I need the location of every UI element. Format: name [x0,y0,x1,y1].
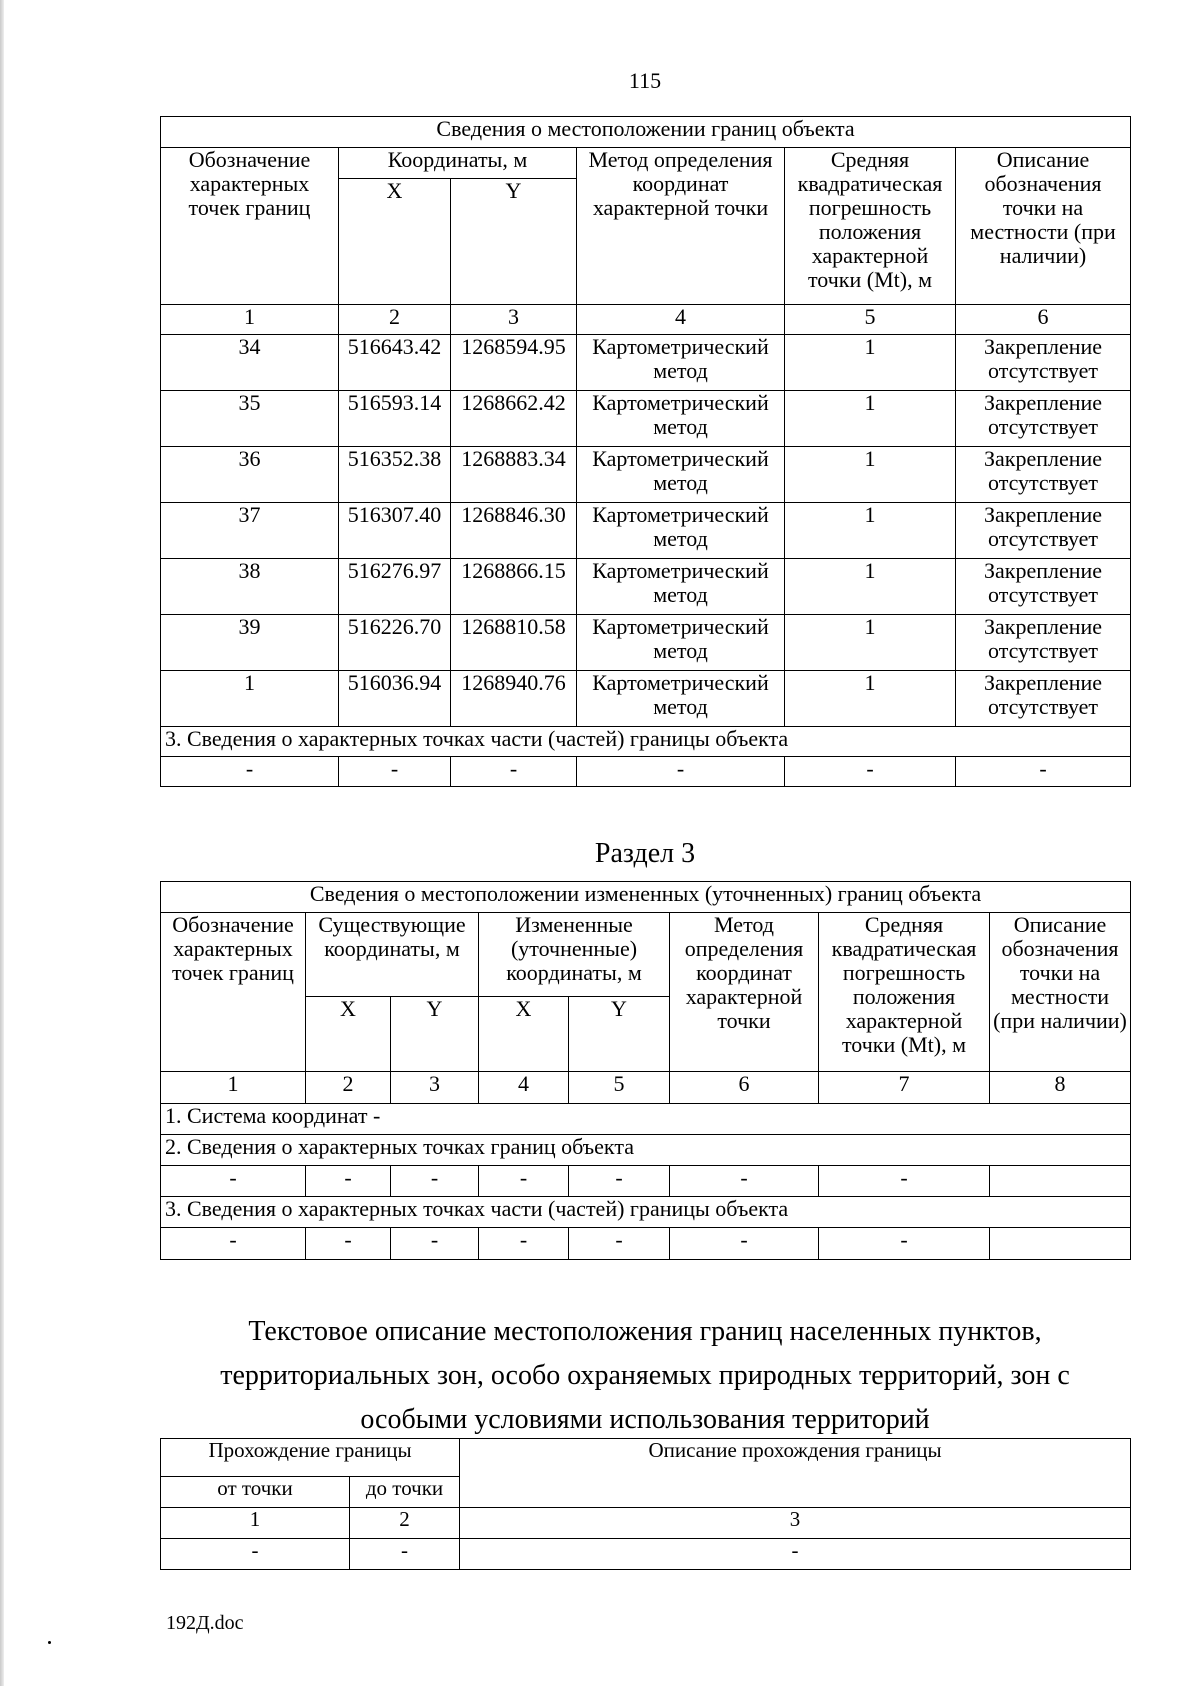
cell-empty: - [479,1228,569,1260]
header-method: Метод определения координат характерной точки [670,913,819,1072]
cell-x: 516307.40 [339,503,451,559]
table-caption: Сведения о местоположении измененных (уточненных) границ объекта [161,882,1131,913]
header-accuracy: Средняя квадратическая погрешность положения характерной точки (Мt), м [819,913,990,1072]
text-description-title: Текстовое описание местоположения границ населенных пунктов, территориальных зон, особо охраняемых природных территорий, зон с особыми условиями использования территорий [220,1316,1070,1435]
header-x: X [339,179,451,305]
cell-point: 37 [161,503,339,559]
column-number: 2 [339,305,451,335]
table-row [161,391,1131,447]
part-points-heading: 3. Сведения о характерных точках части (частей) границы объекта [161,1197,1131,1228]
cell-description: Закрепление отсутствует [956,671,1131,727]
cell-empty [990,1228,1131,1260]
header-to-point: до точки [350,1477,460,1508]
cell-description: Закрепление отсутствует [956,615,1131,671]
column-number: 1 [161,305,339,335]
cell-empty [990,1166,1131,1197]
table-row [161,559,1131,615]
cell-empty: - [451,757,577,787]
column-number: 2 [306,1072,391,1104]
column-number: 6 [670,1072,819,1104]
coordinate-system-heading: 1. Система координат - [161,1104,1131,1135]
cell-x: 516036.94 [339,671,451,727]
cell-empty: - [569,1228,670,1260]
cell-empty: - [460,1539,1131,1570]
column-number: 3 [460,1508,1131,1539]
cell-description: Закрепление отсутствует [956,447,1131,503]
header-point: Обозначение характерных точек границ [161,148,339,305]
column-number: 6 [956,305,1131,335]
cell-empty: - [785,757,956,787]
column-number: 1 [161,1072,306,1104]
header-coordinates: Координаты, м [339,148,577,179]
header-changed-coordinates: Измененные (уточненные) координаты, м [479,913,670,997]
section-title: Раздел 3 [594,838,696,869]
header-existing-x: X [306,997,391,1072]
table-row [161,1166,1131,1197]
cell-description: Закрепление отсутствует [956,559,1131,615]
scan-dot [48,1641,51,1644]
cell-empty: - [161,757,339,787]
table-row [161,671,1131,727]
boundary-location-table [160,116,1131,787]
column-number: 4 [577,305,785,335]
header-existing-y: Y [391,997,479,1072]
header-existing-coordinates: Существующие координаты, м [306,913,479,997]
cell-empty: - [670,1166,819,1197]
header-y: Y [451,179,577,305]
changed-boundary-table [160,881,1131,1260]
column-number: 5 [569,1072,670,1104]
cell-point: 34 [161,335,339,391]
cell-y: 1268846.30 [451,503,577,559]
cell-y: 1268662.42 [451,391,577,447]
cell-accuracy: 1 [785,391,956,447]
header-method: Метод определения координат характерной точки [577,148,785,305]
part-section-heading: 3. Сведения о характерных точках части (частей) границы объекта [161,727,1131,757]
table-row [161,1228,1131,1260]
cell-accuracy: 1 [785,615,956,671]
cell-description: Закрепление отсутствует [956,335,1131,391]
header-boundary-passage: Прохождение границы [161,1439,460,1477]
cell-accuracy: 1 [785,447,956,503]
footer-filename: 192Д.doc [166,1612,244,1634]
cell-empty: - [577,757,785,787]
cell-method: Картометрический метод [577,615,785,671]
boundary-passage-table [160,1438,1131,1570]
cell-accuracy: 1 [785,503,956,559]
column-number: 8 [990,1072,1131,1104]
header-changed-x: X [479,997,569,1072]
cell-empty: - [819,1228,990,1260]
column-number: 1 [161,1508,350,1539]
cell-point: 39 [161,615,339,671]
cell-empty: - [391,1166,479,1197]
cell-x: 516643.42 [339,335,451,391]
header-changed-y: Y [569,997,670,1072]
cell-empty: - [306,1228,391,1260]
table-row [161,503,1131,559]
column-number: 2 [350,1508,460,1539]
cell-empty: - [161,1539,350,1570]
cell-empty: - [670,1228,819,1260]
header-passage-description: Описание прохождения границы [460,1439,1131,1508]
cell-empty: - [306,1166,391,1197]
table-row [161,757,1131,787]
cell-point: 35 [161,391,339,447]
cell-empty: - [161,1228,306,1260]
table-row [161,447,1131,503]
cell-empty: - [479,1166,569,1197]
cell-method: Картометрический метод [577,335,785,391]
cell-accuracy: 1 [785,559,956,615]
column-number: 7 [819,1072,990,1104]
cell-empty: - [956,757,1131,787]
cell-empty: - [569,1166,670,1197]
cell-description: Закрепление отсутствует [956,503,1131,559]
cell-empty: - [161,1166,306,1197]
cell-method: Картометрический метод [577,671,785,727]
header-description: Описание обозначения точки на местности (при наличии) [990,913,1131,1072]
column-number: 4 [479,1072,569,1104]
cell-empty: - [819,1166,990,1197]
cell-point: 38 [161,559,339,615]
cell-point: 1 [161,671,339,727]
cell-empty: - [350,1539,460,1570]
table-row [161,1539,1131,1570]
column-number: 3 [391,1072,479,1104]
border-points-heading: 2. Сведения о характерных точках границ объекта [161,1135,1131,1166]
cell-y: 1268866.15 [451,559,577,615]
table-row [161,335,1131,391]
cell-method: Картометрический метод [577,447,785,503]
header-point: Обозначение характерных точек границ [161,913,306,1072]
cell-x: 516226.70 [339,615,451,671]
column-number: 3 [451,305,577,335]
cell-y: 1268594.95 [451,335,577,391]
cell-method: Картометрический метод [577,503,785,559]
cell-accuracy: 1 [785,671,956,727]
page-number: 115 [628,68,662,93]
cell-accuracy: 1 [785,335,956,391]
cell-empty: - [339,757,451,787]
cell-y: 1268940.76 [451,671,577,727]
cell-x: 516352.38 [339,447,451,503]
header-from-point: от точки [161,1477,350,1508]
cell-description: Закрепление отсутствует [956,391,1131,447]
cell-method: Картометрический метод [577,559,785,615]
cell-y: 1268810.58 [451,615,577,671]
header-accuracy: Средняя квадратическая погрешность положения характерной точки (Мt), м [785,148,956,305]
table-row [161,615,1131,671]
table-caption: Сведения о местоположении границ объекта [161,117,1131,148]
cell-empty: - [391,1228,479,1260]
cell-x: 516276.97 [339,559,451,615]
cell-x: 516593.14 [339,391,451,447]
header-description: Описание обозначения точки на местности (при наличии) [956,148,1131,305]
cell-point: 36 [161,447,339,503]
cell-method: Картометрический метод [577,391,785,447]
cell-y: 1268883.34 [451,447,577,503]
column-number: 5 [785,305,956,335]
